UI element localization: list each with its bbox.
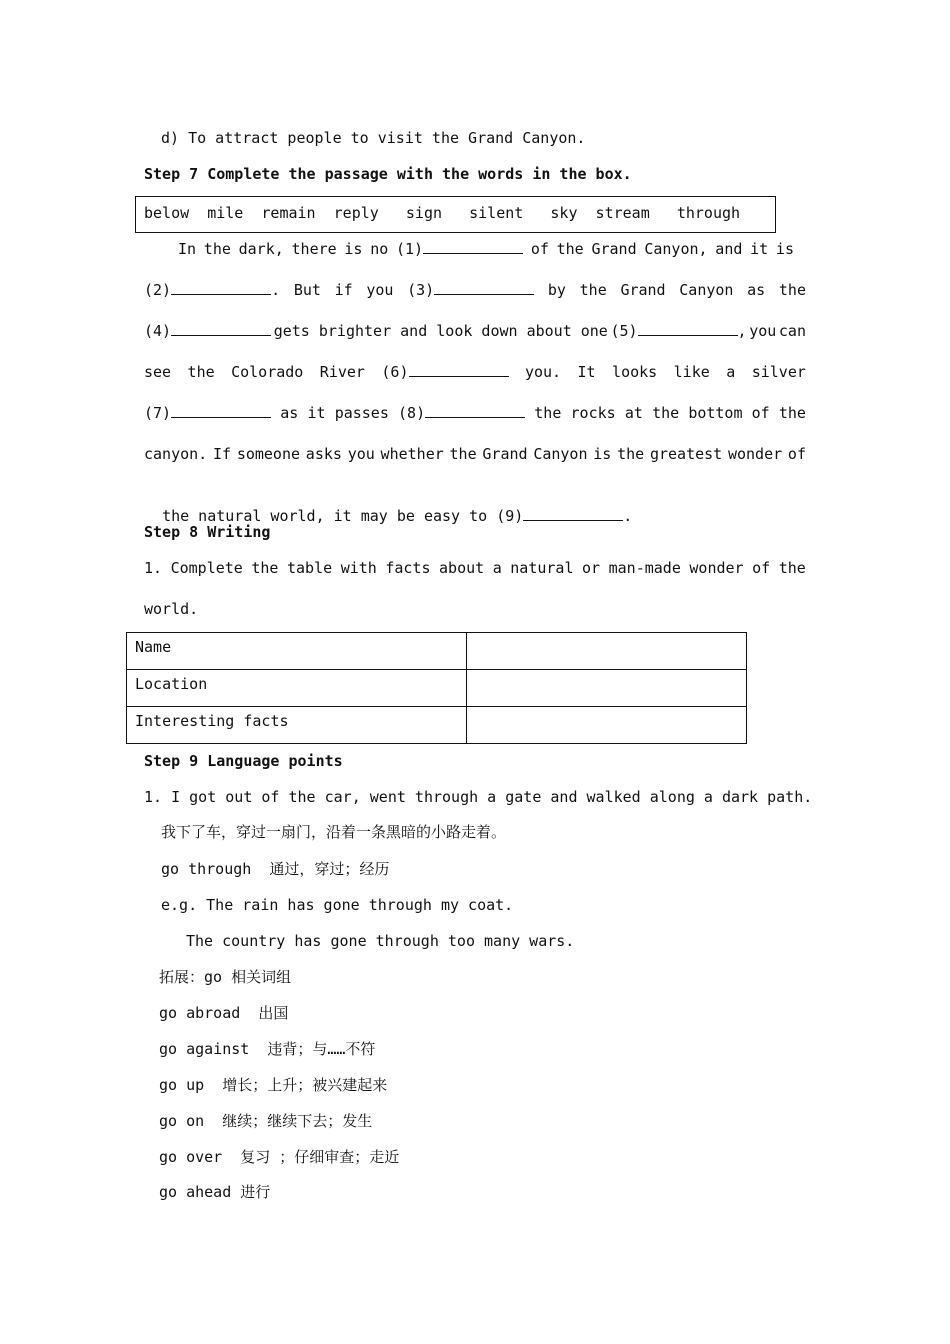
blank-1[interactable] <box>423 239 523 254</box>
example-1: e.g. The rain has gone through my coat. <box>161 896 514 914</box>
word-box-list: below mile remain reply sign silent sky stream through <box>144 204 741 222</box>
step8-task-line-1: 1. Complete the table with facts about a natural or man-made wonder of the <box>144 559 806 577</box>
extension-heading: 拓展：go 相关词组 <box>159 968 292 986</box>
table-row <box>127 707 747 744</box>
table-label-facts: Interesting facts <box>127 707 467 744</box>
language-point-1: 1. I got out of the car, went through a gate and walked along a dark path. <box>144 788 813 806</box>
example-2: The country has gone through too many wars. <box>186 932 575 950</box>
blank-6[interactable] <box>409 362 509 377</box>
option-d: d) To attract people to visit the Grand Canyon. <box>161 129 586 147</box>
table-label-location: Location <box>127 670 467 707</box>
phrase-item: go on 继续；继续下去；发生 <box>159 1112 373 1130</box>
passage-line-7: the natural world, it may be easy to (9) . <box>162 507 633 525</box>
step8-task-line-2: world. <box>144 600 199 618</box>
table-value-facts[interactable] <box>467 707 747 744</box>
blank-5[interactable] <box>638 321 738 336</box>
passage-line-1: In the dark, there is no (1) of the Grand Canyon, and it is <box>178 240 794 258</box>
passage-line-6: canyon. If someone asks you whether the Grand Canyon is the greatest wonder of <box>144 445 806 463</box>
phrase-go-through: go through 通过，穿过；经历 <box>161 860 390 878</box>
blank-7[interactable] <box>171 403 271 418</box>
table-row <box>127 633 747 670</box>
table-row <box>127 670 747 707</box>
passage-line-4: see the Colorado River (6) you. It looks like a silver <box>144 363 806 381</box>
phrase-item: go over 复习 ；仔细审查；走近 <box>159 1148 400 1166</box>
blank-8[interactable] <box>425 403 525 418</box>
blank-2[interactable] <box>171 280 271 295</box>
phrase-item: go up 增长；上升；被兴建起来 <box>159 1076 388 1094</box>
blank-9[interactable] <box>523 506 623 521</box>
blank-3[interactable] <box>434 280 534 295</box>
table-value-name[interactable] <box>467 633 747 670</box>
passage-line-5: (7) as it passes (8) the rocks at the bottom of the <box>144 404 806 422</box>
step9-heading: Step 9 Language points <box>144 752 343 770</box>
blank-4[interactable] <box>171 321 271 336</box>
passage-line-3: (4) gets brighter and look down about one (5) , you can <box>144 322 806 340</box>
passage-line-2: (2) . But if you (3) by the Grand Canyon as the <box>144 281 806 299</box>
table-label-name: Name <box>127 633 467 670</box>
table-value-location[interactable] <box>467 670 747 707</box>
facts-table <box>126 632 747 744</box>
phrase-item: go against 违背；与……不符 <box>159 1040 376 1058</box>
phrase-item: go abroad 出国 <box>159 1004 289 1022</box>
translation: 我下了车，穿过一扇门，沿着一条黑暗的小路走着。 <box>161 823 507 841</box>
word-box <box>135 196 776 233</box>
step8-heading: Step 8 Writing <box>144 523 271 541</box>
phrase-item: go ahead 进行 <box>159 1183 271 1201</box>
step7-heading: Step 7 Complete the passage with the words in the box. <box>144 165 632 183</box>
